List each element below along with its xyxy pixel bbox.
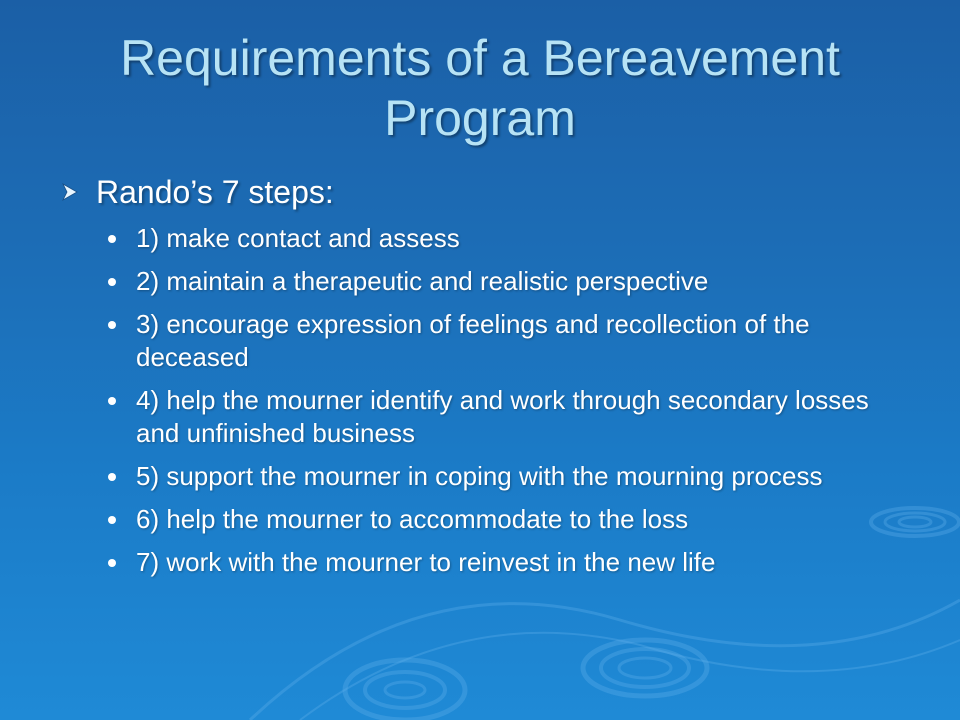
- slide-title: Requirements of a Bereavement Program: [120, 30, 840, 146]
- list-item-text: 6) help the mourner to accommodate to the loss: [136, 504, 689, 534]
- list-item: [136, 265, 912, 298]
- slide-content: [62, 172, 912, 589]
- bullet-dot-icon: [108, 516, 116, 524]
- list-item-text: 4) help the mourner identify and work through secondary losses and unfinished business: [136, 385, 869, 448]
- list-item-text: 5) support the mourner in coping with the mourning process: [136, 461, 823, 491]
- heading-bullet: [62, 172, 912, 212]
- list-item: [136, 308, 912, 374]
- list-item-text: 7) work with the mourner to reinvest in the new life: [136, 547, 716, 577]
- bullet-dot-icon: [108, 278, 116, 286]
- bullet-dot-icon: [108, 473, 116, 481]
- list-item: [136, 546, 912, 579]
- bullet-dot-icon: [108, 321, 116, 329]
- heading-text: Rando’s 7 steps:: [96, 174, 334, 210]
- list-item: [136, 222, 912, 255]
- bullet-dot-icon: [108, 559, 116, 567]
- list-item: [136, 460, 912, 493]
- list-item-text: 3) encourage expression of feelings and recollection of the deceased: [136, 309, 810, 372]
- bullet-dot-icon: [108, 397, 116, 405]
- arrow-bullet-icon: [62, 183, 78, 201]
- bullet-dot-icon: [108, 235, 116, 243]
- list-item-text: 2) maintain a therapeutic and realistic perspective: [136, 266, 709, 296]
- list-item: [136, 384, 912, 450]
- list-item: [136, 503, 912, 536]
- list-item-text: 1) make contact and assess: [136, 223, 460, 253]
